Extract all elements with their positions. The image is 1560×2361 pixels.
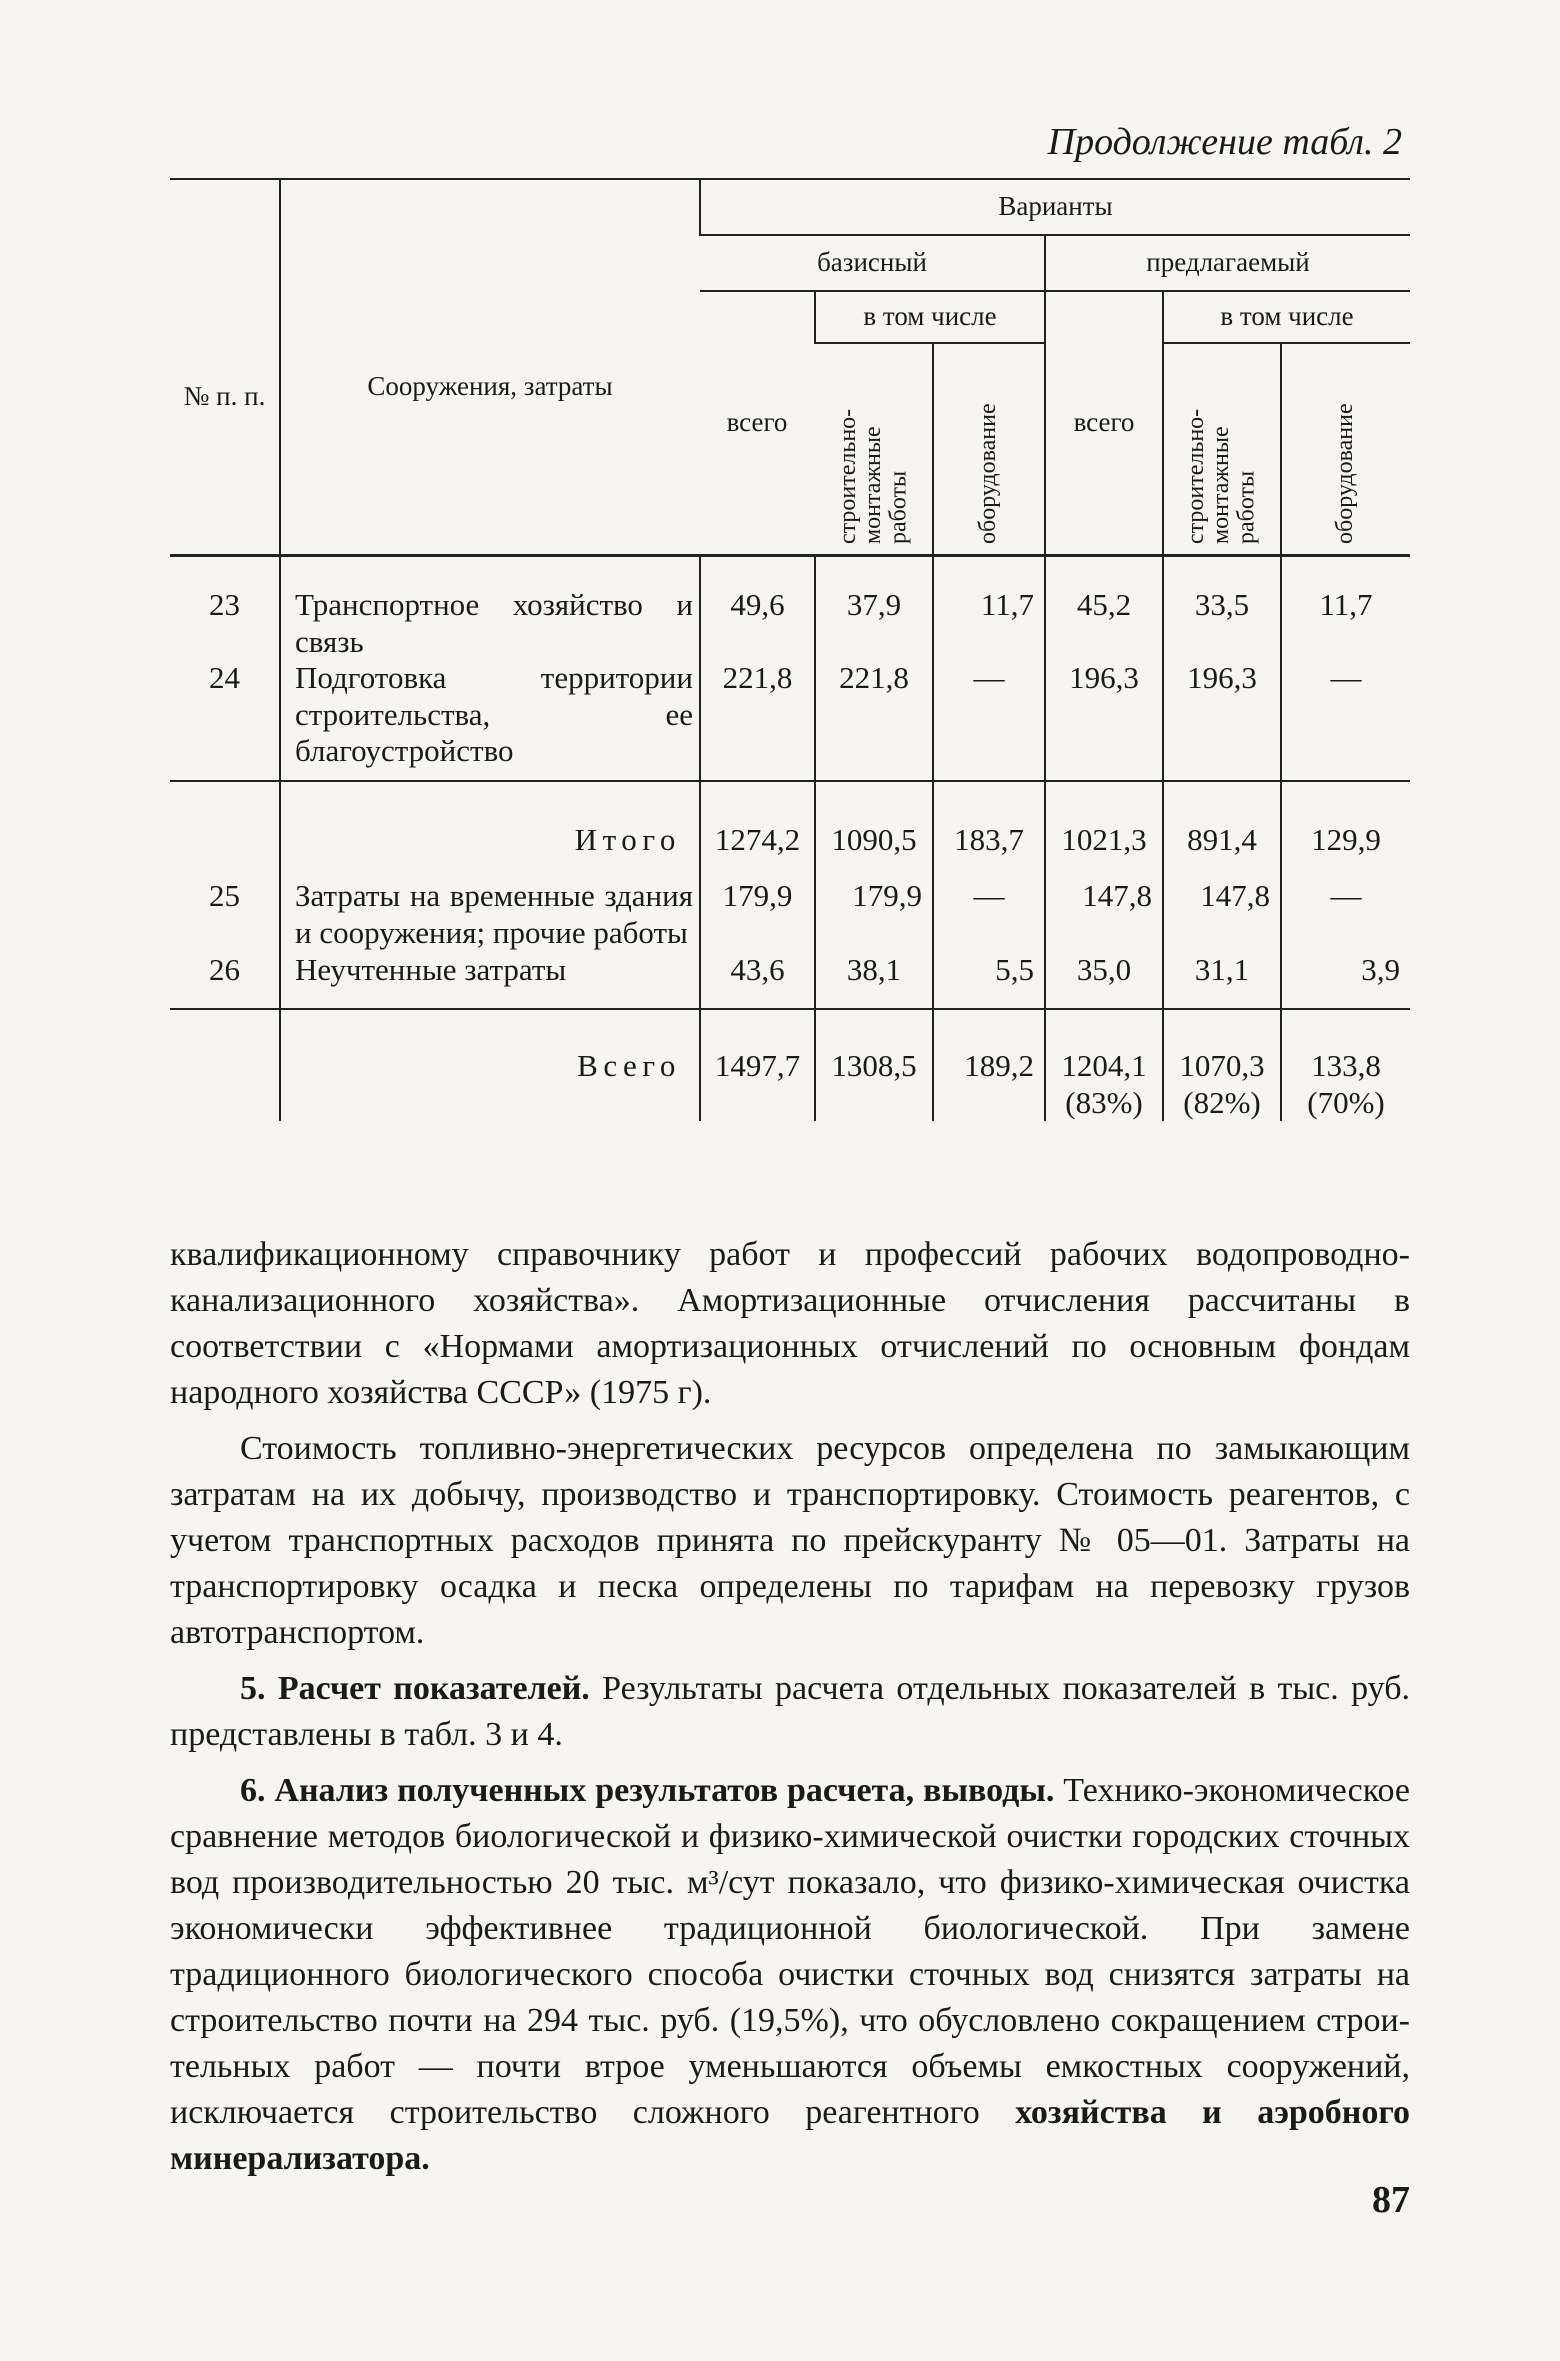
table-row (170, 858, 1410, 951)
col-header-base-incl: в том числе (815, 291, 1045, 343)
subtotal-label: Итого (280, 781, 700, 859)
cell: 221,8 (700, 660, 815, 781)
cell: 179,9 (700, 858, 815, 951)
cell: 179,9 (815, 858, 933, 951)
cell: 5,5 (933, 952, 1045, 1010)
cell: — (933, 660, 1045, 781)
paragraph-text: Технико-экономическое сравнение методов биологической и физико-химической очистки городских сточных вод производительностью 20 тыс. м³/сут показало, что физико-химическая очистка экономически эффективнее традиционной биологической. При замене традиционного биологического способа очистки сточных вод снизятся затраты на строительство почти на 294 тыс. руб. (19,5%), что обусловлено сокращением строительных работ — почти втрое уменьшаются объемы емкостных сооружений, исключается строительство сложного реагентного (170, 1772, 1410, 2131)
row-num: 26 (209, 951, 240, 987)
paragraph: Стоимость топливно-энергетических ресурсов определена по замыкающим затратам на их добычу, производство и транспортировку. Стоимость реагентов, с учетом транспортных расходов принята по прейскуранту № 05—01. Затраты на транспортировку осадка и песка определены по тарифам на перевозку грузов автотранспортом. (170, 1430, 1410, 1651)
paragraph: квалификационному справочнику работ и профессий рабочих водопроводно-канализационного хозяйства». Амортизационные отчисления рассчитаны в соответствии с «Нормами амортизационных отчислений по основным фондам народного хозяйства СССР» (1975 г). (170, 1236, 1410, 1411)
cell: 147,8 (1163, 858, 1281, 951)
cell: 45,2 (1045, 556, 1163, 661)
col-header-name: Сооружения, затраты (280, 179, 700, 556)
cell: 1308,5 (815, 1009, 933, 1121)
row-name: Неучтенные затраты (280, 952, 700, 1010)
body-text (170, 1232, 1410, 2182)
col-header-prop-incl: в том числе (1163, 291, 1410, 343)
cell: 183,7 (933, 781, 1045, 859)
row-num: 25 (209, 878, 240, 914)
cell: — (1281, 660, 1410, 781)
col-header-variants: Варианты (700, 179, 1410, 235)
cell: 1070,3 (1179, 1048, 1265, 1084)
cell: 1021,3 (1045, 781, 1163, 859)
cell: 1204,1 (1061, 1048, 1147, 1084)
table-caption: Продолжение табл. 2 (1047, 121, 1402, 163)
cell: 196,3 (1045, 660, 1163, 781)
table-row (170, 660, 1410, 781)
table-row (170, 952, 1410, 1010)
cell-percent: (70%) (1307, 1084, 1385, 1120)
cell: 37,9 (815, 556, 933, 661)
col-header-base-smr: строительно-монтажные работы (834, 408, 912, 544)
col-header-base-total: всего (700, 291, 815, 556)
col-header-prop-equip: оборудование (1332, 403, 1359, 544)
table-row (170, 556, 1410, 661)
cell: 1274,2 (700, 781, 815, 859)
page-number: 87 (1372, 2179, 1410, 2221)
cell: 33,5 (1163, 556, 1281, 661)
cell: 133,8 (1311, 1048, 1381, 1084)
cell: 11,7 (933, 556, 1045, 661)
cell: 221,8 (815, 660, 933, 781)
section-heading: 6. Анализ полученных результатов расчета, выводы. (240, 1772, 1055, 1809)
cell: 147,8 (1045, 858, 1163, 951)
cell: 3,9 (1281, 952, 1410, 1010)
row-num: 23 (209, 587, 240, 622)
cell: 891,4 (1163, 781, 1281, 859)
section-heading: 5. Расчет показателей. (240, 1670, 590, 1707)
cell: 49,6 (700, 556, 815, 661)
row-name: Подготовка территории строительства, ее благоустройство (280, 660, 700, 781)
cell: 1090,5 (815, 781, 933, 859)
paragraph (170, 1768, 1410, 2182)
row-name: Затраты на временные здания и сооружения; прочие работы (280, 858, 700, 951)
col-header-num: № п. п. (170, 179, 280, 556)
cell: 38,1 (815, 952, 933, 1010)
row-num: 24 (209, 660, 240, 696)
cell: — (1281, 858, 1410, 951)
paragraph-text: Результаты расчета отдельных показателей в тыс. руб. представлены в табл. 3 и 4. (170, 1670, 1410, 1753)
cell: 129,9 (1281, 781, 1410, 859)
cell: 31,1 (1163, 952, 1281, 1010)
cell-percent: (82%) (1183, 1084, 1261, 1120)
paragraph (170, 1666, 1410, 1758)
col-header-base-equip: оборудование (975, 403, 1002, 544)
subtotal-row (170, 781, 1410, 859)
cell: 189,2 (933, 1009, 1045, 1121)
paragraph-text-bold: хозяйства и аэробного минерализатора. (170, 2094, 1410, 2177)
col-header-prop-smr: строительно-монтажные работы (1183, 408, 1260, 544)
total-label: Всего (280, 1009, 700, 1121)
row-name: Транспортное хозяйство и связь (280, 556, 700, 661)
col-header-prop-total: всего (1045, 291, 1163, 556)
cell: 1497,7 (700, 1009, 815, 1121)
cell-percent: (83%) (1065, 1084, 1143, 1120)
col-header-base: базисный (700, 235, 1045, 291)
cost-table (170, 178, 1410, 1121)
cell: — (933, 858, 1045, 951)
cell: 35,0 (1045, 952, 1163, 1010)
total-row (170, 1009, 1410, 1121)
cell: 43,6 (700, 952, 815, 1010)
col-header-proposed: предлагаемый (1045, 235, 1410, 291)
cell: 196,3 (1163, 660, 1281, 781)
cell: 11,7 (1281, 556, 1410, 661)
